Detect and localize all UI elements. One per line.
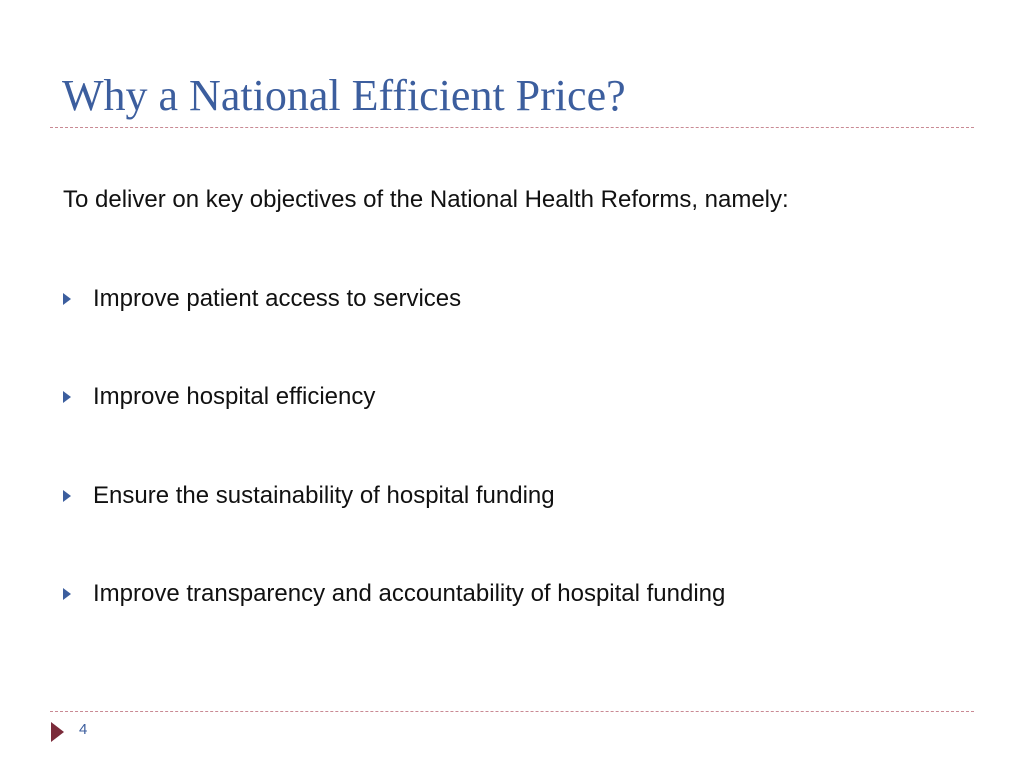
bullet-text: Improve patient access to services: [93, 285, 462, 312]
title-divider: [50, 127, 974, 128]
slide-title: Why a National Efficient Price?: [62, 71, 626, 120]
bullet-text: Improve hospital efficiency: [93, 383, 376, 410]
intro-text: To deliver on key objectives of the National Health Reforms, namely:: [63, 186, 789, 213]
footer-triangle-icon: [51, 722, 64, 742]
list-item: [62, 380, 375, 414]
list-item: [62, 479, 555, 513]
bullet-text: Ensure the sustainability of hospital funding: [93, 482, 555, 509]
list-item: [62, 282, 461, 316]
bullet-arrow-icon: [63, 391, 71, 403]
footer-divider: [50, 711, 974, 712]
bullet-arrow-icon: [63, 588, 71, 600]
bullet-arrow-icon: [63, 293, 71, 305]
bullet-arrow-icon: [63, 490, 71, 502]
bullet-text: Improve transparency and accountability of hospital funding: [93, 580, 726, 607]
page-number: 4: [79, 721, 88, 738]
list-item: [62, 577, 725, 611]
